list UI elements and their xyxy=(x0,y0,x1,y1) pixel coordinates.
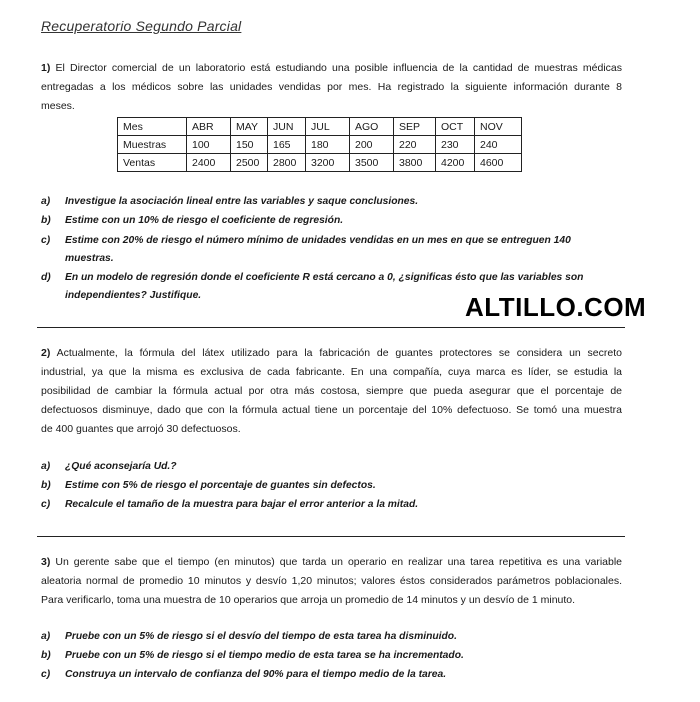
data-table xyxy=(117,117,522,172)
problem-1-number: 1) xyxy=(41,62,51,74)
table-cell: SEP xyxy=(394,118,436,136)
question-3b: b) Pruebe con un 5% de riesgo si el tiempo medio de esta tarea se ha incrementado. xyxy=(41,650,464,661)
problem-3-line-3: Para verificarlo, toma una muestra de 10 operarios que arroja un promedio de 14 minutos y un desvío de 1 minuto. xyxy=(41,594,576,606)
question-2a: a) ¿Qué aconsejaría Ud.? xyxy=(41,461,177,472)
question-1d-continued: independientes? Justifique. xyxy=(65,290,202,301)
problem-1-line-3: meses. xyxy=(41,100,75,112)
table-cell: OCT xyxy=(436,118,475,136)
table-cell: Mes xyxy=(118,118,187,136)
table-cell: 100 xyxy=(187,136,231,154)
problem-3-line-1: 3) Un gerente sabe que el tiempo (en minutos) que tarda un operario en realizar una tarea repetitiva es una variable xyxy=(41,556,623,568)
table-cell: 3200 xyxy=(306,154,350,172)
table-cell: 240 xyxy=(475,136,522,154)
table-cell: 200 xyxy=(350,136,394,154)
question-1c: c) Estime con 20% de riesgo el número mínimo de unidades vendidas en un mes en que se entreguen 140 xyxy=(41,235,571,246)
table-cell: 2800 xyxy=(268,154,306,172)
table-cell: 2500 xyxy=(231,154,268,172)
table-row xyxy=(118,136,522,154)
table-cell: 165 xyxy=(268,136,306,154)
table-cell: 4200 xyxy=(436,154,475,172)
problem-3-number: 3) xyxy=(41,556,51,568)
problem-1-line-1: 1) El Director comercial de un laboratorio está estudiando una posible influencia de la cantidad de muestras médicas xyxy=(41,62,622,74)
table-cell: JUN xyxy=(268,118,306,136)
problem-2-line-3: posibilidad de cambiar la fórmula actual por otra más costosa, siempre que pueda asegurar que el porcentaje de xyxy=(41,385,622,397)
table-cell: Ventas xyxy=(118,154,187,172)
table-cell: 180 xyxy=(306,136,350,154)
problem-2-line-1: 2) Actualmente, la fórmula del látex utilizado para la fabricación de guantes protectores se considera un secreto xyxy=(41,347,622,359)
table-cell: ABR xyxy=(187,118,231,136)
question-1d: d) En un modelo de regresión donde el coeficiente R está cercano a 0, ¿significas ésto que las variables son xyxy=(41,272,584,283)
problem-2-line-2: industrial, ya que la misma es exclusiva de cada fabricante. En una compañía, cuya marca es líder, se estudia la xyxy=(41,366,622,378)
table-cell: 4600 xyxy=(475,154,522,172)
question-2b: b) Estime con 5% de riesgo el porcentaje de guantes sin defectos. xyxy=(41,480,376,491)
question-2c: c) Recalcule el tamaño de la muestra para bajar el error anterior a la mitad. xyxy=(41,499,419,510)
question-1b: b) Estime con un 10% de riesgo el coeficiente de regresión. xyxy=(41,215,344,226)
table-cell: 220 xyxy=(394,136,436,154)
table-cell: NOV xyxy=(475,118,522,136)
table-cell: 2400 xyxy=(187,154,231,172)
section-divider xyxy=(37,536,625,537)
table-cell: AGO xyxy=(350,118,394,136)
problem-1-line-2: entregadas a los médicos sobre las unidades vendidas por mes. Ha registrado la siguiente información durante 8 xyxy=(41,81,622,93)
question-3a: a) Pruebe con un 5% de riesgo si el desvío del tiempo de esta tarea ha disminuido. xyxy=(41,631,457,642)
table-cell: MAY xyxy=(231,118,268,136)
question-1a: a) Investigue la asociación lineal entre las variables y saque conclusiones. xyxy=(41,196,419,207)
page-title: Recuperatorio Segundo Parcial xyxy=(41,18,242,34)
watermark-text: ALTILLO.COM xyxy=(465,292,647,322)
table-row xyxy=(118,154,522,172)
question-1c-continued: muestras. xyxy=(65,253,114,264)
table-cell: Muestras xyxy=(118,136,187,154)
section-divider xyxy=(37,327,625,328)
problem-2-line-5: de 400 guantes que arrojó 30 defectuosos. xyxy=(41,423,241,435)
table-cell: 150 xyxy=(231,136,268,154)
question-3c: c) Construya un intervalo de confianza del 90% para el tiempo medio de la tarea. xyxy=(41,669,447,680)
table-row xyxy=(118,118,522,136)
table-cell: 3500 xyxy=(350,154,394,172)
table-cell: JUL xyxy=(306,118,350,136)
problem-2-line-4: defectuosos disminuye, dado que con la fórmula actual tiene un porcentaje del 10% defectuoso. Se tomó una muestra xyxy=(41,404,622,416)
table-cell: 230 xyxy=(436,136,475,154)
table-cell: 3800 xyxy=(394,154,436,172)
problem-2-number: 2) xyxy=(41,347,51,359)
problem-3-line-2: aleatoria normal de promedio 10 minutos y desvío 1,20 minutos; valores éstos considerados parámetros poblacionales. xyxy=(41,575,622,587)
